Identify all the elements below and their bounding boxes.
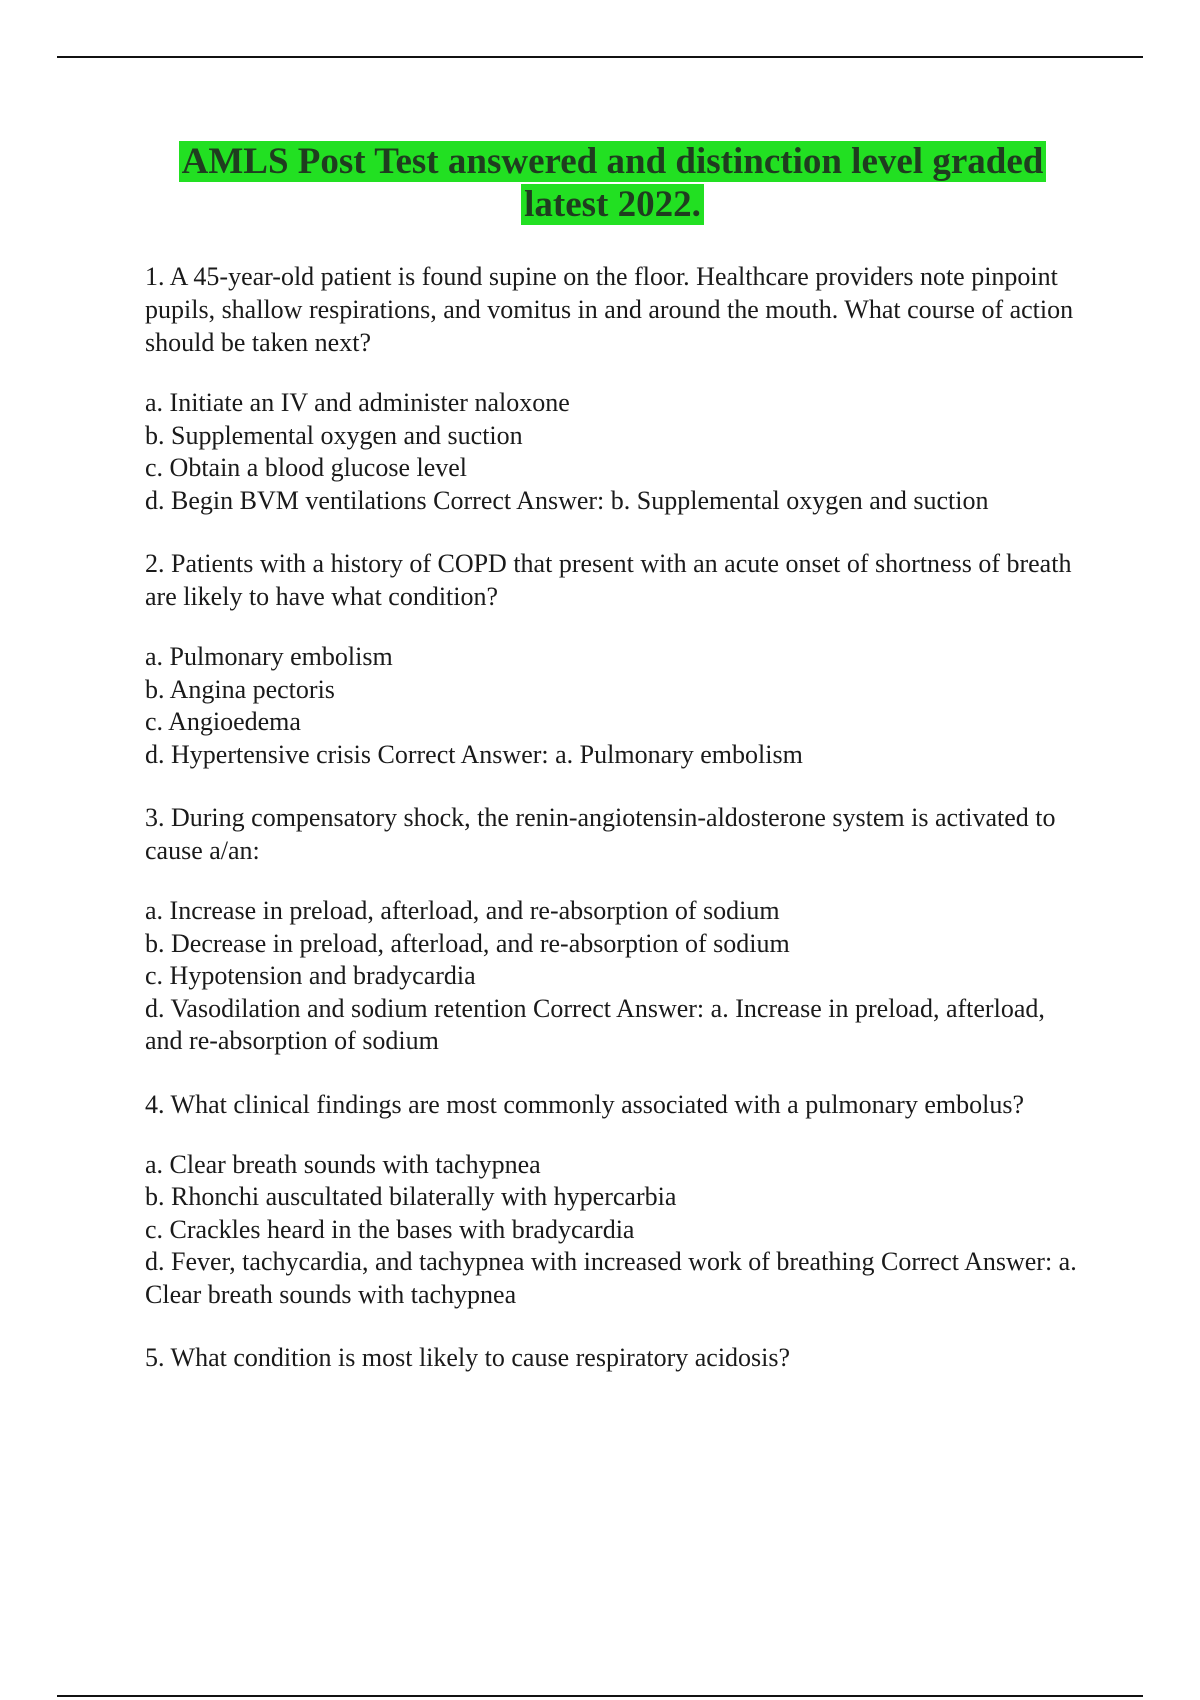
option-d-with-answer: d. Vasodilation and sodium retention Correct Answer: a. Increase in preload, afterload, and re-absorption of sodium	[145, 993, 1045, 1055]
option-b: b. Rhonchi auscultated bilaterally with hypercarbia	[145, 1182, 677, 1211]
option-b: b. Decrease in preload, afterload, and re-absorption of sodium	[145, 928, 790, 958]
option-a: a. Clear breath sounds with tachypnea	[145, 1149, 541, 1179]
question-1	[145, 260, 1080, 517]
option-a: a. Pulmonary embolism	[145, 642, 393, 671]
document-title	[145, 140, 1080, 226]
option-d-with-answer: d. Fever, tachycardia, and tachypnea with increased work of breathing Correct Answer: a. Clear breath sounds with tachypnea	[145, 1247, 1077, 1309]
option-b: b. Angina pectoris	[145, 674, 335, 704]
question-2	[145, 547, 1080, 771]
question-5	[145, 1341, 1080, 1374]
option-c: c. Hypotension and bradycardia	[145, 961, 476, 990]
question-stem: 1. A 45-year-old patient is found supine on the floor. Healthcare providers note pinpoint pupils, shallow respirations, and vomitus in and around the mouth. What course of action should be taken next?	[145, 262, 1074, 357]
option-list	[145, 1149, 1080, 1312]
option-c: c. Crackles heard in the bases with bradycardia	[145, 1214, 635, 1244]
top-page-rule	[57, 56, 1143, 58]
option-list	[145, 641, 1080, 771]
question-stem: 3. During compensatory shock, the renin-angiotensin-aldosterone system is activated to cause a/an:	[145, 803, 1056, 865]
question-stem: 5. What condition is most likely to cause respiratory acidosis?	[145, 1343, 791, 1372]
option-list	[145, 895, 1080, 1058]
bottom-page-rule	[57, 1695, 1143, 1697]
document-title-highlight: AMLS Post Test answered and distinction level graded latest 2022.	[179, 141, 1047, 225]
question-stem: 4. What clinical findings are most commonly associated with a pulmonary embolus?	[145, 1089, 1024, 1119]
question-4	[145, 1088, 1080, 1312]
option-list	[145, 387, 1080, 517]
option-a: a. Increase in preload, afterload, and re-absorption of sodium	[145, 896, 780, 925]
option-c: c. Obtain a blood glucose level	[145, 453, 468, 482]
option-d-with-answer: d. Begin BVM ventilations Correct Answer: b. Supplemental oxygen and suction	[145, 485, 989, 515]
question-3	[145, 801, 1080, 1058]
option-b: b. Supplemental oxygen and suction	[145, 420, 523, 450]
option-c: c. Angioedema	[145, 707, 301, 736]
option-d-with-answer: d. Hypertensive crisis Correct Answer: a. Pulmonary embolism	[145, 739, 803, 769]
document-body	[145, 140, 1080, 1404]
question-stem: 2. Patients with a history of COPD that present with an acute onset of shortness of breath are likely to have what condition?	[145, 549, 1072, 611]
option-a: a. Initiate an IV and administer naloxone	[145, 388, 570, 417]
